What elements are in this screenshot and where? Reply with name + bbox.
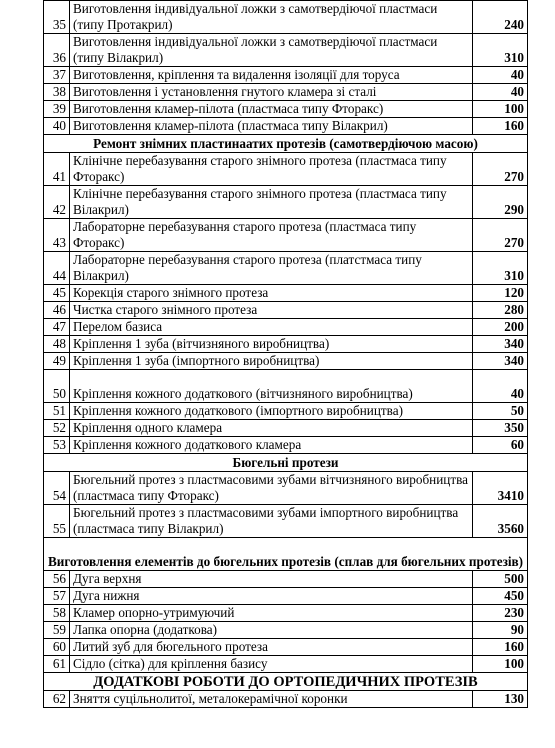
service-name: Виготовлення кламер-пілота (пластмаса типу Вілакрил)	[70, 118, 473, 135]
table-row	[44, 285, 528, 302]
service-price: 120	[473, 285, 528, 302]
row-number: 41	[44, 153, 70, 186]
table-row	[44, 420, 528, 437]
table-row	[44, 186, 528, 219]
table-row	[44, 588, 528, 605]
row-number: 56	[44, 571, 70, 588]
row-number: 44	[44, 252, 70, 285]
service-name: Виготовлення кламер-пілота (пластмаса типу Фторакс)	[70, 101, 473, 118]
service-name: Кріплення кожного додаткового (імпортного виробництва)	[70, 403, 473, 420]
section-header	[44, 135, 528, 153]
service-price: 270	[473, 219, 528, 252]
service-name: Дуга верхня	[70, 571, 473, 588]
table-row	[44, 67, 528, 84]
row-number: 61	[44, 656, 70, 673]
row-number: 51	[44, 403, 70, 420]
table-row	[44, 403, 528, 420]
service-name: Корекція старого знімного протеза	[70, 285, 473, 302]
table-row	[44, 353, 528, 370]
service-name: Лапка опорна (додаткова)	[70, 622, 473, 639]
service-price: 130	[473, 691, 528, 708]
row-number: 57	[44, 588, 70, 605]
row-number: 60	[44, 639, 70, 656]
row-number: 37	[44, 67, 70, 84]
section-header	[44, 538, 528, 571]
service-name: Виготовлення і установлення гнутого кламера зі сталі	[70, 84, 473, 101]
row-number: 42	[44, 186, 70, 219]
service-name: Кріплення 1 зуба (імпортного виробництва)	[70, 353, 473, 370]
service-name: Дуга нижня	[70, 588, 473, 605]
service-name: Сідло (сітка) для кріплення базису	[70, 656, 473, 673]
section-header	[44, 673, 528, 691]
row-number: 62	[44, 691, 70, 708]
service-price: 40	[473, 67, 528, 84]
service-name: Бюгельний протез з пластмасовими зубами імпортного виробництва (пластмаса типу Вілакрил)	[70, 505, 473, 538]
table-row	[44, 571, 528, 588]
row-number: 40	[44, 118, 70, 135]
row-number: 39	[44, 101, 70, 118]
table-row	[44, 622, 528, 639]
service-price: 160	[473, 639, 528, 656]
service-price: 270	[473, 153, 528, 186]
service-name: Лабораторне перебазування старого протеза (платстмаса типу Вілакрил)	[70, 252, 473, 285]
service-name: Кріплення 1 зуба (вітчизняного виробництва)	[70, 336, 473, 353]
service-price: 310	[473, 252, 528, 285]
table-row	[44, 1, 528, 34]
service-name: Лабораторне перебазування старого протеза (пластмаса типу Фторакс)	[70, 219, 473, 252]
row-number: 50	[44, 370, 70, 403]
section-title-bugel: Бюгельні протези	[44, 454, 528, 472]
table-row	[44, 101, 528, 118]
service-name: Кламер опорно-утримуючий	[70, 605, 473, 622]
service-name: Перелом базиса	[70, 319, 473, 336]
table-row	[44, 118, 528, 135]
table-row	[44, 319, 528, 336]
table-row	[44, 605, 528, 622]
row-number: 45	[44, 285, 70, 302]
service-price: 40	[473, 84, 528, 101]
service-price: 350	[473, 420, 528, 437]
table-row	[44, 370, 528, 403]
service-name: Клінічне перебазування старого знімного протеза (пластмаса типу Фторакс)	[70, 153, 473, 186]
table-row	[44, 219, 528, 252]
service-price: 60	[473, 437, 528, 454]
service-price: 3410	[473, 472, 528, 505]
service-price: 160	[473, 118, 528, 135]
service-name: Литий зуб для бюгельного протеза	[70, 639, 473, 656]
table-row	[44, 656, 528, 673]
service-name: Зняття суцільнолитої, металокерамічної коронки	[70, 691, 473, 708]
row-number: 55	[44, 505, 70, 538]
service-name: Виготовлення, кріплення та видалення ізоляції для торуса	[70, 67, 473, 84]
row-number: 58	[44, 605, 70, 622]
section-title-removable: Ремонт знімних пластинаатих протезів (самотвердіючою масою)	[44, 135, 528, 153]
table-row	[44, 84, 528, 101]
price-table	[43, 0, 528, 708]
section-title-additional: ДОДАТКОВІ РОБОТИ ДО ОРТОПЕДИЧНИХ ПРОТЕЗІВ	[44, 673, 528, 691]
table-row	[44, 437, 528, 454]
service-price: 310	[473, 34, 528, 67]
service-name: Кріплення кожного додаткового кламера	[70, 437, 473, 454]
row-number: 48	[44, 336, 70, 353]
service-name: Кріплення одного кламера	[70, 420, 473, 437]
service-price: 3560	[473, 505, 528, 538]
table-row	[44, 302, 528, 319]
row-number: 52	[44, 420, 70, 437]
service-price: 340	[473, 336, 528, 353]
service-price: 50	[473, 403, 528, 420]
service-price: 290	[473, 186, 528, 219]
table-row	[44, 472, 528, 505]
row-number: 47	[44, 319, 70, 336]
row-number: 36	[44, 34, 70, 67]
row-number: 43	[44, 219, 70, 252]
row-number: 38	[44, 84, 70, 101]
table-row	[44, 34, 528, 67]
service-price: 340	[473, 353, 528, 370]
service-price: 200	[473, 319, 528, 336]
row-number: 54	[44, 472, 70, 505]
row-number: 35	[44, 1, 70, 34]
service-price: 90	[473, 622, 528, 639]
row-number: 46	[44, 302, 70, 319]
table-row	[44, 691, 528, 708]
table-row	[44, 336, 528, 353]
service-name: Клінічне перебазування старого знімного протеза (пластмаса типу Вілакрил)	[70, 186, 473, 219]
service-name: Кріплення кожного додаткового (вітчизняного виробництва)	[70, 370, 473, 403]
service-price: 450	[473, 588, 528, 605]
service-price: 230	[473, 605, 528, 622]
row-number: 49	[44, 353, 70, 370]
service-price: 100	[473, 656, 528, 673]
table-row	[44, 639, 528, 656]
service-name: Виготовлення індивідуальної ложки з самотвердіючої пластмаси (типу Протакрил)	[70, 1, 473, 34]
table-row	[44, 153, 528, 186]
row-number: 59	[44, 622, 70, 639]
service-price: 500	[473, 571, 528, 588]
service-price: 240	[473, 1, 528, 34]
service-name: Бюгельний протез з пластмасовими зубами вітчизняного виробництва (пластмаса типу Фторакс)	[70, 472, 473, 505]
service-name: Виготовлення індивідуальної ложки з самотвердіючої пластмаси (типу Вілакрил)	[70, 34, 473, 67]
section-title-bugel-elements: Виготовлення елементів до бюгельних протезів (сплав для бюгельних протезів)	[44, 538, 528, 571]
service-name: Чистка старого знімного протеза	[70, 302, 473, 319]
row-number: 53	[44, 437, 70, 454]
section-header	[44, 454, 528, 472]
table-row	[44, 252, 528, 285]
service-price: 280	[473, 302, 528, 319]
service-price: 40	[473, 370, 528, 403]
service-price: 100	[473, 101, 528, 118]
table-row	[44, 505, 528, 538]
